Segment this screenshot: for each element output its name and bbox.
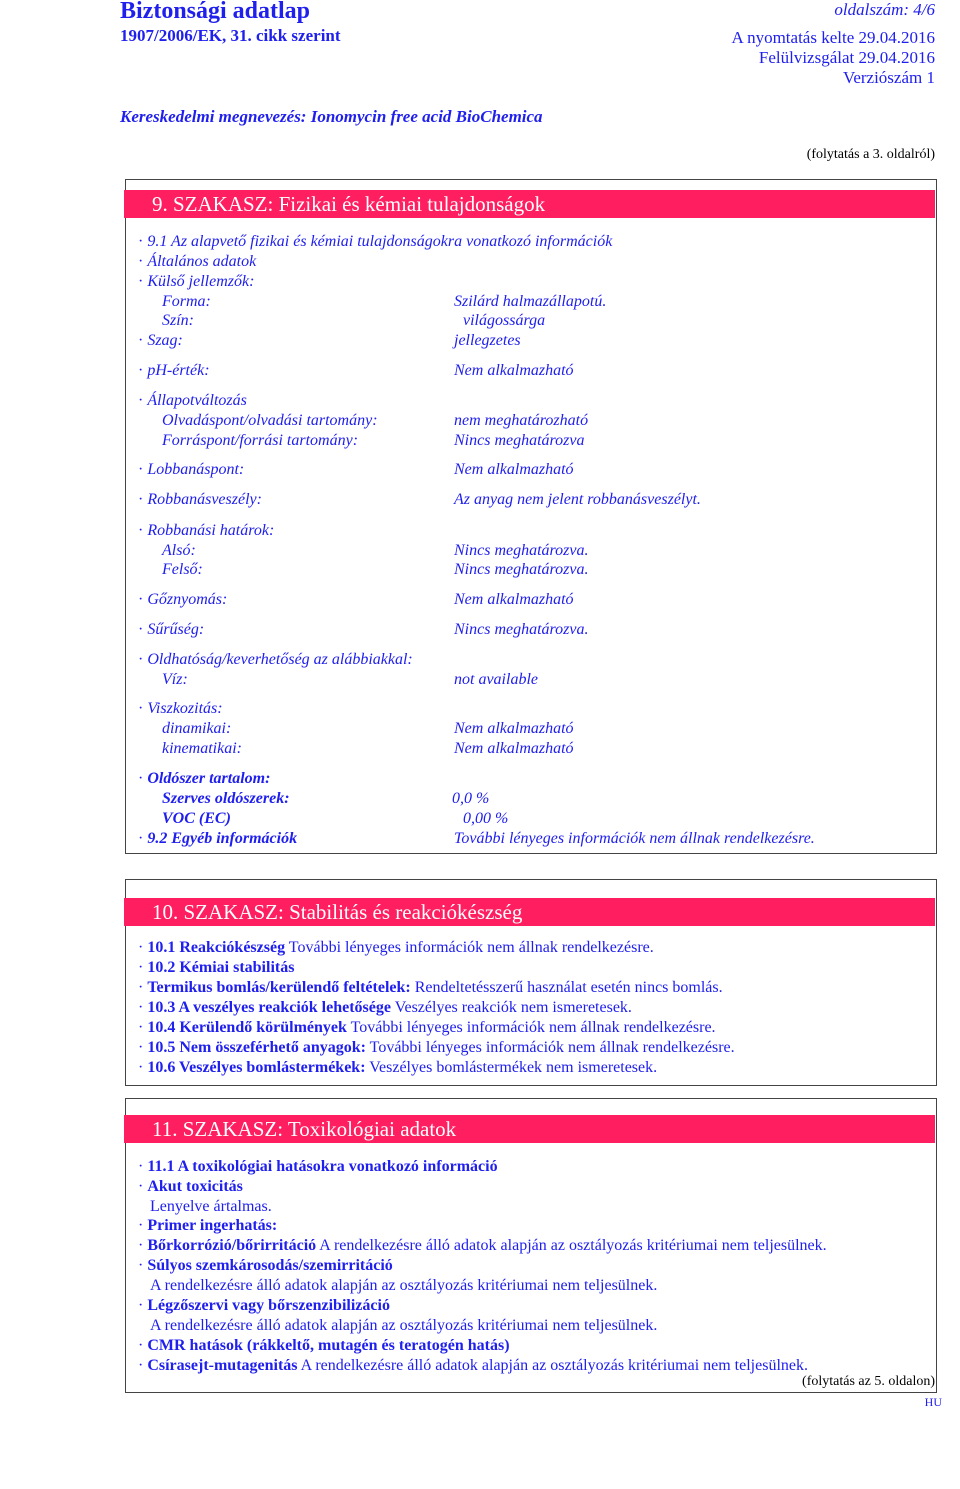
primary-irritation-label: · Primer ingerhatás: <box>138 1217 278 1234</box>
color-value: világossárga <box>463 312 546 329</box>
acute-toxicity-label: · Akut toxicitás <box>138 1178 243 1195</box>
dynamic-label: dinamikai: <box>162 720 232 737</box>
sensitization-label: · Légzőszervi vagy bőrszenzibilizáció <box>138 1297 390 1314</box>
s102-line: · 10.2 Kémiai stabilitás <box>138 959 295 976</box>
upper-limit-label: Felső: <box>162 561 203 578</box>
review-date: Felülvizsgálat 29.04.2016 <box>758 48 935 67</box>
dynamic-value: Nem alkalmazható <box>454 720 574 737</box>
page-number: oldalszám: 4/6 <box>834 0 935 19</box>
lower-limit-value: Nincs meghatározva. <box>454 542 589 559</box>
s92-label: · 9.2 Egyéb információk <box>138 830 298 847</box>
language-code: HU <box>924 1395 942 1409</box>
explosion-label: · Robbanásveszély: <box>138 491 262 508</box>
boiling-label: Forráspont/forrási tartomány: <box>162 432 359 449</box>
section9-title: 9. SZAKASZ: Fizikai és kémiai tulajdonságok <box>124 190 935 218</box>
thermal-decomposition-line: · Termikus bomlás/kerülendő feltételek: Rendeltetésszerű használat esetén nincs bomlás. <box>138 979 723 996</box>
water-label: Víz: <box>162 671 188 688</box>
melting-label: Olvadáspont/olvadási tartomány: <box>162 412 378 429</box>
organic-solvent-value: 0,0 % <box>452 790 490 807</box>
continued-from: (folytatás a 3. oldalról) <box>806 147 935 162</box>
print-date: A nyomtatás kelte 29.04.2016 <box>731 28 935 47</box>
density-value: Nincs meghatározva. <box>454 621 589 638</box>
s92-value: További lényeges információk nem állnak rendelkezésre. <box>454 830 815 847</box>
document-title: Biztonsági adatlap <box>120 0 311 24</box>
form-label: Forma: <box>162 293 211 310</box>
section10-title: 10. SZAKASZ: Stabilitás és reakciókészség <box>124 898 935 926</box>
flash-value: Nem alkalmazható <box>454 461 574 478</box>
lower-limit-label: Alsó: <box>162 542 196 559</box>
limits-label: · Robbanási határok: <box>138 522 275 539</box>
acute-toxicity-value: Lenyelve ártalmas. <box>150 1198 272 1215</box>
s111-line: · 11.1 A toxikológiai hatásokra vonatkozó információ <box>138 1158 498 1175</box>
upper-limit-value: Nincs meghatározva. <box>454 561 589 578</box>
voc-label: VOC (EC) <box>162 810 231 827</box>
continued-on: (folytatás az 5. oldalon) <box>802 1374 935 1389</box>
kinematic-label: kinematikai: <box>162 740 242 757</box>
vapor-value: Nem alkalmazható <box>454 591 574 608</box>
s101-line: · 10.1 Reakciókészség További lényeges információk nem állnak rendelkezésre. <box>138 939 654 956</box>
germ-cell-mutagenicity-line: · Csírasejt-mutagenitás A rendelkezésre álló adatok alapján az osztályozás kritériumai nem teljesülnek. <box>138 1357 808 1374</box>
vapor-label: · Gőznyomás: <box>138 591 228 608</box>
form-value: Szilárd halmazállapotú. <box>454 293 607 310</box>
solvent-label: · Oldószer tartalom: <box>138 770 271 787</box>
eye-damage-value: A rendelkezésre álló adatok alapján az osztályozás kritériumai nem teljesülnek. <box>150 1277 658 1294</box>
cmr-effects-label: · CMR hatások (rákkeltő, mutagén és teratogén hatás) <box>138 1337 510 1354</box>
color-label: Szín: <box>162 312 194 329</box>
s104-line: · 10.4 Kerülendő körülmények További lényeges információk nem állnak rendelkezésre. <box>138 1019 716 1036</box>
density-label: · Sűrűség: <box>138 621 205 638</box>
s105-line: · 10.5 Nem összeférhető anyagok: További lényeges információk nem állnak rendelkezésre. <box>138 1039 735 1056</box>
melting-value: nem meghatározható <box>454 412 589 429</box>
flash-label: · Lobbanáspont: <box>138 461 245 478</box>
solubility-label: · Oldhatóság/keverhetőség az alábbiakkal: <box>138 651 413 668</box>
skin-corrosion-line: · Bőrkorrózió/bőrirritáció A rendelkezésre álló adatok alapján az osztályozás kritériumai nem teljesülnek. <box>138 1237 827 1254</box>
s106-line: · 10.6 Veszélyes bomlástermékek: Veszélyes bomlástermékek nem ismeretesek. <box>138 1059 658 1076</box>
odor-value: jellegzetes <box>454 332 521 349</box>
section11-title: 11. SZAKASZ: Toxikológiai adatok <box>124 1115 935 1143</box>
viscosity-label: · Viszkozitás: <box>138 700 223 717</box>
eye-damage-label: · Súlyos szemkárosodás/szemirritáció <box>138 1257 393 1274</box>
ph-label: · pH-érték: <box>138 362 210 379</box>
sensitization-value: A rendelkezésre álló adatok alapján az osztályozás kritériumai nem teljesülnek. <box>150 1317 658 1334</box>
s103-line: · 10.3 A veszélyes reakciók lehetősége Veszélyes reakciók nem ismeretesek. <box>138 999 632 1016</box>
trade-name: Kereskedelmi megnevezés: Ionomycin free acid BioChemica <box>120 107 543 126</box>
version-number: Verziószám 1 <box>842 68 935 87</box>
voc-value: 0,00 % <box>463 810 509 827</box>
regulation-reference: 1907/2006/EK, 31. cikk szerint <box>120 26 341 45</box>
general-data: · Általános adatok <box>138 253 257 270</box>
s91-heading: · 9.1 Az alapvető fizikai és kémiai tulajdonságokra vonatkozó információk <box>138 233 613 250</box>
appearance-label: · Külső jellemzők: <box>138 273 255 290</box>
kinematic-value: Nem alkalmazható <box>454 740 574 757</box>
ph-value: Nem alkalmazható <box>454 362 574 379</box>
organic-solvent-label: Szerves oldószerek: <box>162 790 290 807</box>
boiling-value: Nincs meghatározva <box>454 432 585 449</box>
explosion-value: Az anyag nem jelent robbanásveszélyt. <box>454 491 701 508</box>
odor-label: · Szag: <box>138 332 183 349</box>
state-change-label: · Állapotváltozás <box>138 392 247 409</box>
water-value: not available <box>454 671 538 688</box>
